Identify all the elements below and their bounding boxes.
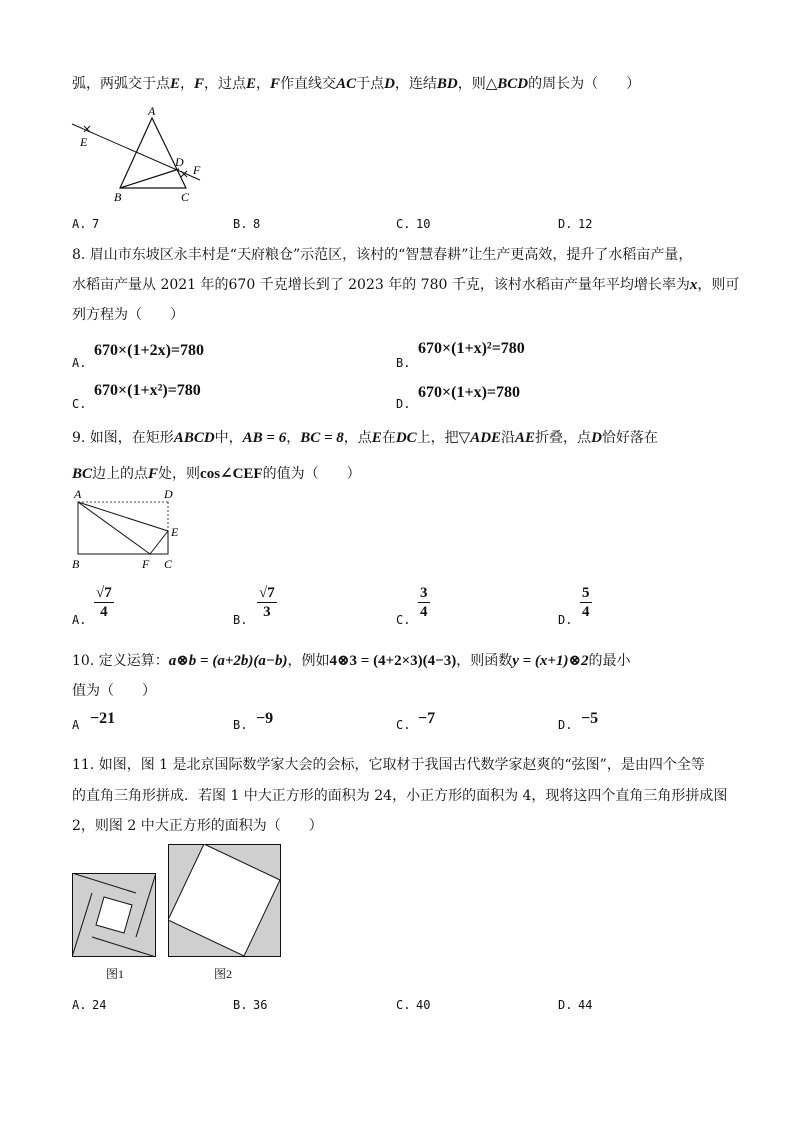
- q7-option-b-value: 8: [253, 217, 261, 231]
- q9-option-a-num: √7: [96, 585, 112, 601]
- q8-text-b: ，则可: [697, 277, 740, 293]
- q9-segment-ae: AE: [515, 430, 536, 446]
- q9-text-j: 处，则: [158, 466, 201, 482]
- q9-label-d: D: [164, 487, 173, 501]
- q10-text-a: 10. 定义运算：: [72, 653, 169, 669]
- q9-bc-8: BC = 8: [300, 430, 344, 446]
- q7-option-a-letter: A.: [72, 217, 87, 231]
- q11-option-c-value: 40: [416, 998, 431, 1012]
- q7-sep2: ，: [256, 76, 271, 92]
- q9-ab-6: AB = 6: [242, 430, 287, 446]
- q10-option-d-letter: D.: [558, 718, 573, 732]
- q7-text-g: 的周长为（ ）: [528, 76, 641, 92]
- q10-text-line1: [72, 651, 631, 671]
- q7-point-e: E: [170, 76, 181, 92]
- q9-side-dc: DC: [395, 430, 417, 446]
- q10-definition: a⊗b = (a+2b)(a−b): [168, 653, 288, 669]
- q7-segment-bd: [120, 169, 179, 188]
- q11-option-a-letter: A.: [72, 998, 87, 1012]
- q7-option-d-value: 12: [578, 217, 593, 231]
- q10-option-c-letter: C.: [396, 718, 411, 732]
- q9-option-c-num: 3: [420, 585, 428, 601]
- q9-option-d-den: 4: [582, 604, 590, 620]
- q7-point-e2: E: [246, 76, 257, 92]
- q10-option-a-value: −21: [90, 710, 116, 727]
- q9-point-d: D: [591, 430, 602, 446]
- q9-text-a: 9. 如图，在矩形: [72, 430, 174, 446]
- q7-point-f2: F: [270, 76, 281, 92]
- q7-label-c: C: [181, 190, 190, 204]
- q11-option-b-letter: B.: [233, 998, 248, 1012]
- q9-option-b-value: [257, 584, 277, 621]
- q7-triangle-bcd: △BCD: [485, 76, 529, 92]
- q10-example: 4⊗3 = (4+2×3)(4−3): [329, 653, 457, 669]
- q9-figure: [68, 486, 188, 574]
- q10-text-b: ，例如: [287, 653, 330, 669]
- q7-text-d: 于点: [356, 76, 385, 92]
- q9-ae: [78, 502, 168, 531]
- q10-function: y = (x+1)⊗2: [512, 653, 589, 669]
- q9-option-a-value: [94, 584, 114, 621]
- q9-label-f: F: [142, 557, 150, 571]
- q7-option-a-value: 7: [92, 217, 100, 231]
- q8-option-c-letter: C.: [72, 397, 87, 411]
- q9-text-line1: [72, 428, 658, 448]
- q10-text-d: 的最小: [588, 653, 631, 669]
- q8-text-a: 水稻亩产量从 2021 年的670 千克增长到了 2023 年的 780 千克，该村水稻亩产量年平均增长率为: [72, 277, 690, 293]
- q9-rect-abcd: ABCD: [173, 430, 215, 446]
- q7-text-f: ，则: [457, 76, 486, 92]
- q9-point-f: F: [148, 466, 159, 482]
- q8-option-c-value: 670×(1+x²)=780: [94, 382, 201, 399]
- q9-side-bc: BC: [72, 466, 93, 482]
- q7-text-a: 弧，两弧交于点: [72, 76, 170, 92]
- q9-text-b: 中，: [214, 430, 243, 446]
- q9-fe: [150, 531, 168, 554]
- q9-option-d-letter: D.: [558, 613, 573, 627]
- q7-figure: [68, 104, 208, 204]
- q9-text-e: 上，把: [416, 430, 459, 446]
- q8-var-x: x: [689, 277, 698, 293]
- q7-option-d-letter: D.: [558, 217, 573, 231]
- q7-text-c: 作直线交: [280, 76, 337, 92]
- q11-text-line3: 2，则图 2 中大正方形的面积为（ ）: [72, 818, 323, 834]
- q9-option-a-den: 4: [100, 604, 108, 620]
- q9-sep: ，: [286, 430, 301, 446]
- q9-option-d-num: 5: [582, 585, 590, 601]
- q10-option-a-letter: A: [72, 718, 80, 732]
- q11-option-b-value: 36: [253, 998, 268, 1012]
- q9-option-b-num: √7: [259, 585, 275, 601]
- q9-text-line2: [72, 464, 361, 484]
- q9-option-a-letter: A.: [72, 613, 87, 627]
- q10-option-b-letter: B.: [233, 718, 248, 732]
- q9-label-b: B: [72, 557, 80, 571]
- q9-text-c: ，点: [343, 430, 372, 446]
- q7-point-d: D: [384, 76, 395, 92]
- q10-option-b-value: −9: [256, 710, 274, 727]
- q9-cos-cef: cos∠CEF: [200, 466, 263, 482]
- q8-option-d-value: 670×(1+x)=780: [418, 384, 521, 401]
- q11-option-d-value: 44: [578, 998, 593, 1012]
- q11-option-a-value: 24: [92, 998, 107, 1012]
- q11-option-d-letter: D.: [558, 998, 573, 1012]
- q9-af: [78, 502, 150, 554]
- q11-fig1-caption: 图1: [106, 967, 125, 981]
- q11-option-c-letter: C.: [396, 998, 411, 1012]
- q9-text-k: 的值为（ ）: [262, 466, 361, 482]
- q7-point-f: F: [194, 76, 205, 92]
- q10-option-c-value: −7: [418, 710, 436, 727]
- q7-label-d: D: [175, 155, 184, 169]
- q9-text-g: 折叠，点: [535, 430, 592, 446]
- q7-option-c-value: 10: [416, 217, 431, 231]
- q8-option-b-letter: B.: [396, 356, 411, 370]
- q11-text-line1: 11. 如图，图 1 是北京国际数学家大会的会标，它取材于我国古代数学家赵爽的“弦图”，是由四个全等: [72, 757, 705, 773]
- q9-option-b-den: 3: [263, 604, 271, 620]
- q9-label-c: C: [164, 557, 173, 571]
- q9-label-e: E: [171, 525, 179, 539]
- q7-label-e: E: [80, 135, 88, 149]
- q9-option-c-den: 4: [420, 604, 428, 620]
- q9-option-b-letter: B.: [233, 613, 248, 627]
- q9-text-f: 沿: [501, 430, 516, 446]
- q9-rect-solid: [78, 502, 168, 554]
- q7-label-b: B: [114, 190, 122, 204]
- q9-text-h: 恰好落在: [601, 430, 658, 446]
- q7-option-c-letter: C.: [396, 217, 411, 231]
- q9-option-c-letter: C.: [396, 613, 411, 627]
- q10-text-c: ，则函数: [456, 653, 513, 669]
- q8-option-a-value: 670×(1+2x)=780: [94, 342, 205, 359]
- q8-text-line1: 8. 眉山市东坡区永丰村是“天府粮仓”示范区，该村的“智慧春耕”让生产更高效，提升了水稻亩产量，: [72, 247, 693, 263]
- q8-text-line3: 列方程为（ ）: [72, 307, 184, 323]
- q7-text-e: ，连结: [394, 76, 437, 92]
- q7-option-b-letter: B.: [233, 217, 248, 231]
- q7-label-a: A: [148, 104, 156, 118]
- q9-text-i: 边上的点: [92, 466, 149, 482]
- q10-option-d-value: −5: [581, 710, 599, 727]
- q11-figure-1: [72, 873, 156, 957]
- q7-line-bd: BD: [436, 76, 458, 92]
- q7-text-line1: [72, 74, 640, 94]
- q7-line-ac: AC: [336, 76, 357, 92]
- q11-fig2-caption: 图2: [214, 967, 233, 981]
- q9-option-c-value: [418, 584, 430, 621]
- q11-text-line2: 的直角三角形拼成．若图 1 中大正方形的面积为 24，小正方形的面积为 4，现将这四个直角三角形拼成图: [72, 788, 728, 804]
- q9-option-d-value: [580, 584, 592, 621]
- q8-option-d-letter: D.: [396, 397, 411, 411]
- q9-point-e: E: [371, 430, 382, 446]
- q7-sep1: ，: [180, 76, 195, 92]
- q11-figure-2: [168, 844, 281, 957]
- q7-label-f: F: [193, 163, 201, 177]
- q9-text-d: 在: [381, 430, 396, 446]
- q8-option-b-value: 670×(1+x)²=780: [418, 340, 525, 357]
- q7-text-b: ，过点: [204, 76, 247, 92]
- q10-text-line2: 值为（ ）: [72, 683, 156, 699]
- q9-triangle-ade: ▽ADE: [458, 430, 502, 446]
- q9-label-a: A: [74, 487, 82, 501]
- q8-option-a-letter: A.: [72, 356, 87, 370]
- q8-text-line2: [72, 275, 739, 295]
